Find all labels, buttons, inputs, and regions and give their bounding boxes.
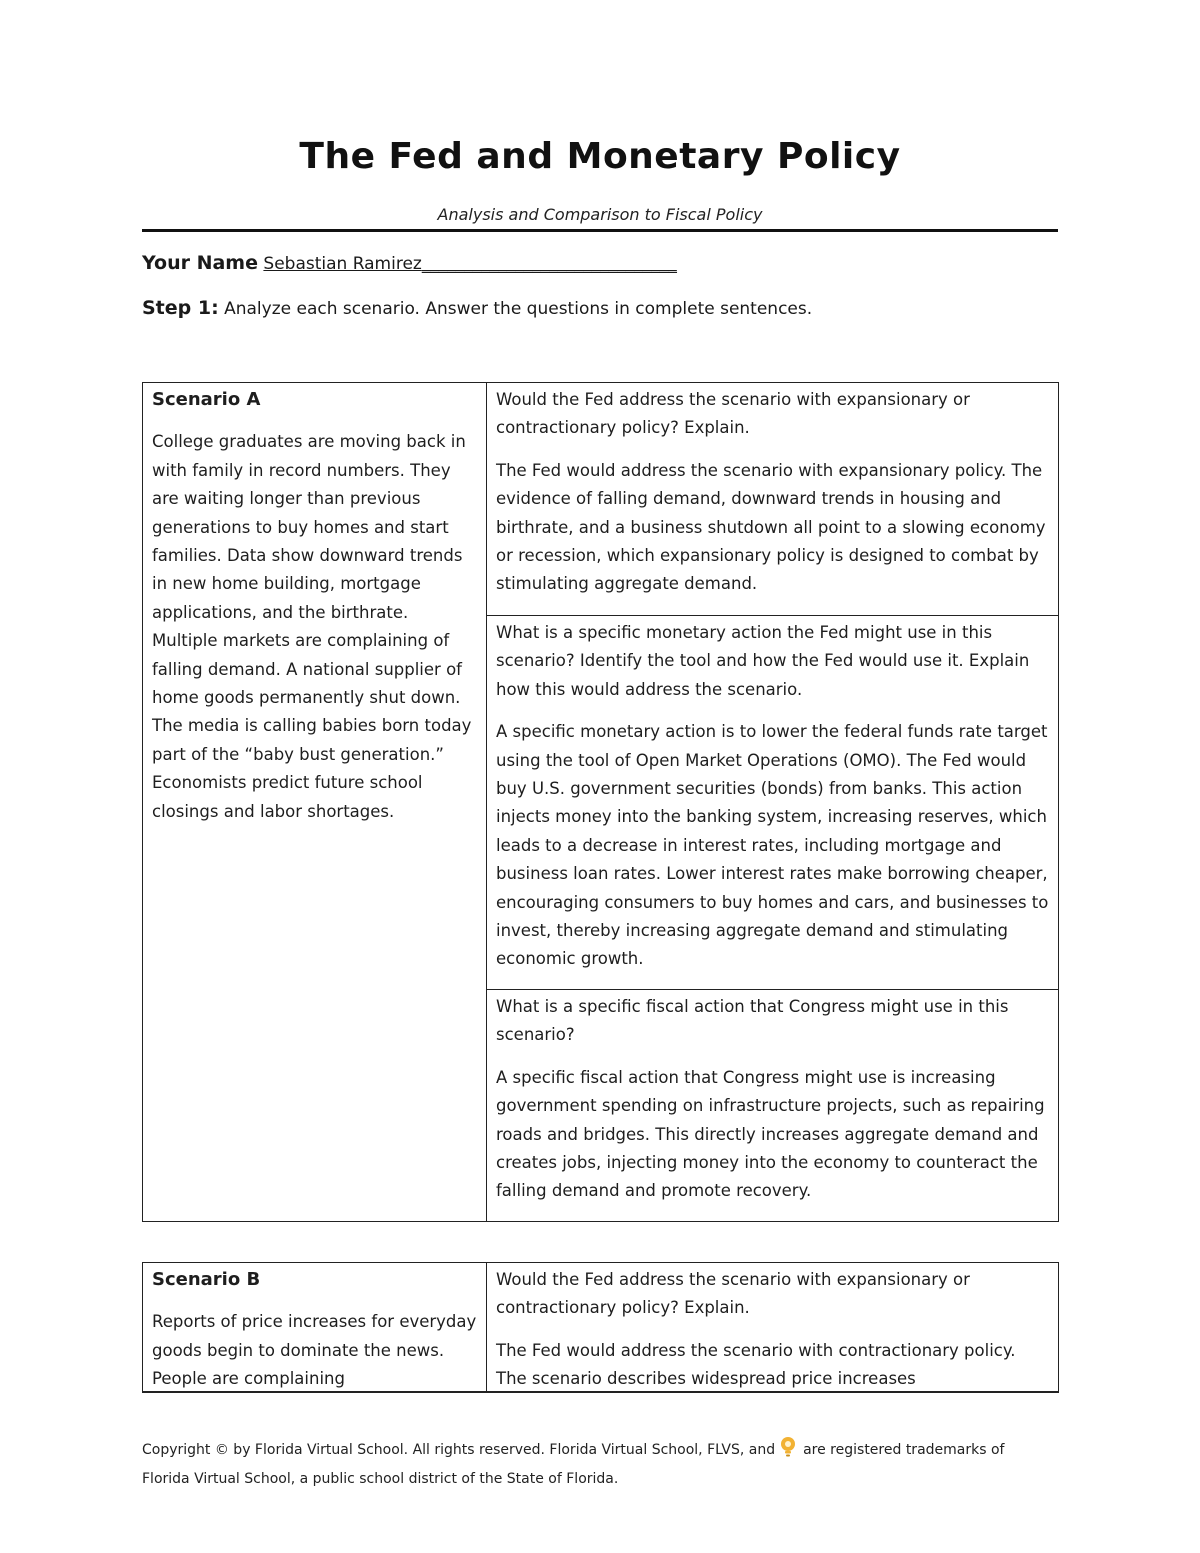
scenario-b-description: Reports of price increases for everyday goods begin to dominate the news. People are complaining <box>152 1312 477 1389</box>
document-title: The Fed and Monetary Policy <box>299 136 901 177</box>
step-label: Step 1: <box>142 297 219 319</box>
name-field <box>142 252 677 274</box>
scenario-a-question-3: What is a specific fiscal action that Congress might use in this scenario? <box>496 997 1009 1045</box>
copyright-footer <box>142 1436 1042 1492</box>
name-label: Your Name <box>142 252 258 274</box>
name-value[interactable]: Sebastian Ramirez <box>263 254 422 274</box>
footer-text-1: Copyright © by Florida Virtual School. All rights reserved. Florida Virtual School, FLVS, and <box>142 1442 776 1458</box>
scenario-a-description: College graduates are moving back in with family in record numbers. They are waiting longer than previous generations to buy homes and start families. Data show downward trends in new home building, mortgage applications, and the birthrate. Multiple markets are complaining of falling demand. A national supplier of home goods permanently shut down. The media is calling babies born today part of the “baby bust generation.” Economists predict future school closings and labor shortages. <box>152 432 472 821</box>
scenario-b-answer-1[interactable]: The Fed would address the scenario with contractionary policy. The scenario describes widespread price increases <box>496 1340 1016 1389</box>
scenario-a-question-2: What is a specific monetary action the Fed might use in this scenario? Identify the tool and how the Fed would use it. Explain how this would address the scenario. <box>496 623 1030 699</box>
scenario-a-title: Scenario A <box>152 389 261 410</box>
step-instructions <box>142 297 812 319</box>
document-subtitle: Analysis and Comparison to Fiscal Policy <box>437 205 763 224</box>
scenario-b-question-1-cell <box>487 1263 1059 1394</box>
scenario-a-answer-1[interactable]: The Fed would address the scenario with expansionary policy. The evidence of falling demand, downward trends in housing and birthrate, and a business shutdown all point to a slowing economy or recession, which expansionary policy is designed to combat by stimulating aggregate demand. <box>496 460 1046 594</box>
scenario-a-question-1: Would the Fed address the scenario with expansionary or contractionary policy? Explain. <box>496 390 970 438</box>
scenario-b-clip <box>140 1262 1061 1393</box>
name-blank: ______________________________ <box>421 254 677 274</box>
flvs-lightbulb-logo-icon <box>779 1436 797 1467</box>
scenario-a-question-2-cell <box>487 616 1059 990</box>
title-divider <box>142 229 1058 232</box>
scenario-b-title: Scenario B <box>152 1269 261 1290</box>
scenario-b-question-1: Would the Fed address the scenario with expansionary or contractionary policy? Explain. <box>496 1270 970 1318</box>
scenario-a-table <box>142 382 1059 1222</box>
scenario-a-answer-2[interactable]: A specific monetary action is to lower the federal funds rate target using the tool of Open Market Operations (OMO). The Fed would buy U.S. government securities (bonds) from banks. This action injects money into the banking system, increasing reserves, which leads to a decrease in interest rates, including mortgage and business loan rates. Lower interest rates make borrowing cheaper, encouraging consumers to buy homes and cars, and businesses to invest, thereby increasing aggregate demand and stimulating economic growth. <box>496 722 1049 969</box>
scenario-a-answer-3[interactable]: A specific fiscal action that Congress might use is increasing government spending on infrastructure projects, such as repairing roads and bridges. This directly increases aggregate demand and creates jobs, injecting money into the economy to counteract the falling demand and promote recovery. <box>496 1067 1045 1201</box>
scenario-b-cell <box>143 1263 487 1394</box>
scenario-a-question-3-cell <box>487 990 1059 1222</box>
step-text: Analyze each scenario. Answer the questions in complete sentences. <box>218 299 813 319</box>
scenario-b-table <box>142 1262 1059 1393</box>
scenario-a-question-1-cell <box>487 383 1059 616</box>
page-break-line <box>142 1391 1059 1393</box>
scenario-a-cell <box>143 383 487 1222</box>
footer-text-2: are registered trademarks of Florida Virtual School, a public school district of the State of Florida. <box>142 1442 1005 1487</box>
